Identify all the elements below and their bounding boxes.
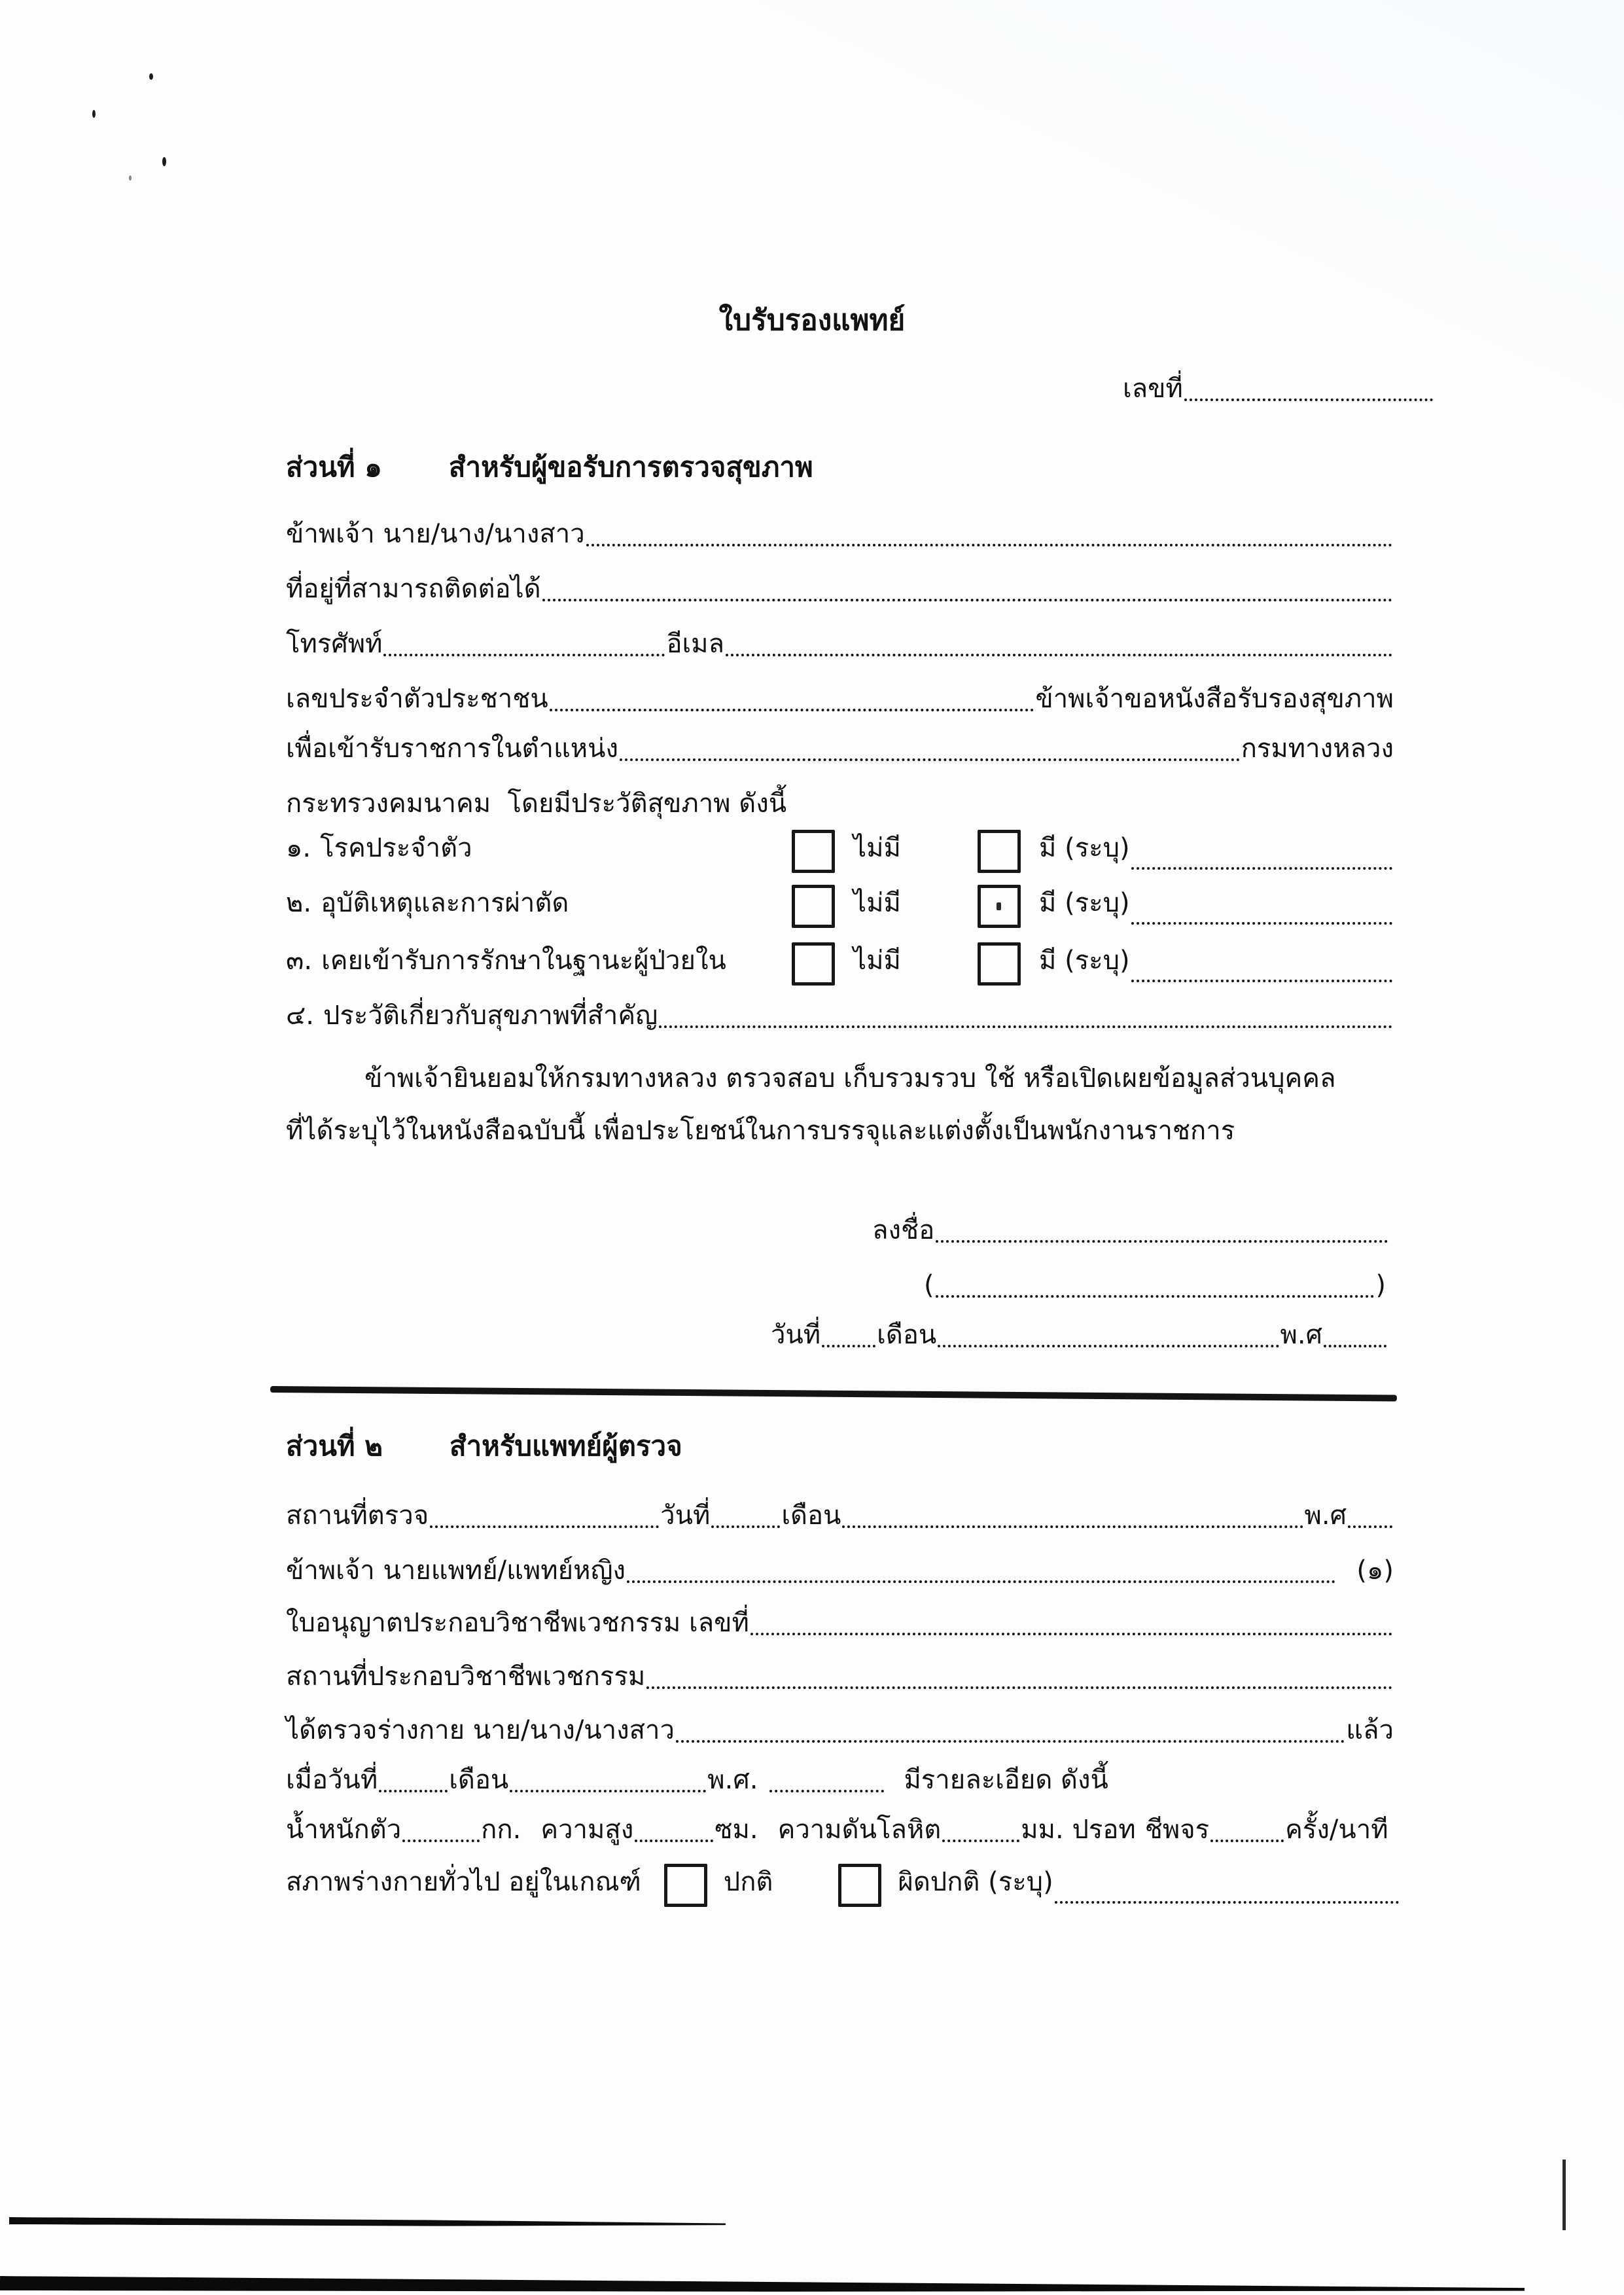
document-title: ใบรับรองแพทย์ — [718, 304, 906, 337]
address-label: ที่อยู่ที่สามารถติดต่อได้ — [286, 574, 541, 604]
pulse-label: ชีพจร — [1144, 1815, 1210, 1845]
item2-number: ๒. — [286, 888, 312, 918]
part1-date-row — [771, 1317, 1388, 1353]
exam-year-field-line[interactable] — [1348, 1525, 1392, 1528]
date-label: วันที่ — [771, 1320, 821, 1350]
exam-month-field-line[interactable] — [842, 1525, 1303, 1528]
practice-place-field-line[interactable] — [646, 1686, 1392, 1689]
license-row — [286, 1605, 1394, 1641]
scan-speck — [149, 73, 153, 80]
item1-none-label: ไม่มี — [853, 833, 901, 863]
history-item2-row — [286, 885, 1394, 931]
item2-have-label: มี (ระบุ) — [1039, 888, 1130, 918]
part2-heading-title: สำหรับแพทย์ผู้ตรวจ — [449, 1430, 682, 1462]
examined-person-row — [286, 1712, 1394, 1749]
pulse-field-line[interactable] — [1210, 1840, 1284, 1842]
name-row — [286, 516, 1394, 552]
practice-place-row — [286, 1658, 1394, 1695]
phone-field-line[interactable] — [383, 654, 665, 656]
height-unit: ซม. — [715, 1815, 758, 1845]
examined-label: ได้ตรวจร่างกาย นาย/นาง/นางสาว — [286, 1715, 675, 1745]
item4-label: ประวัติเกี่ยวกับสุขภาพที่สำคัญ — [323, 1001, 658, 1031]
height-label: ความสูง — [540, 1815, 634, 1845]
email-field-line[interactable] — [726, 654, 1392, 656]
exam-era-label: พ.ศ — [1304, 1501, 1347, 1531]
bp-label: ความดันโลหิต — [777, 1815, 942, 1845]
item2-none-checkbox[interactable] — [792, 885, 835, 928]
department-name: กรมทางหลวง — [1241, 734, 1394, 764]
practice-place-label: สถานที่ประกอบวิชาชีพเวชกรรม — [286, 1662, 646, 1692]
item4-field-line[interactable] — [659, 1025, 1392, 1028]
position-label: เพื่อเข้ารับราชการในตำแหน่ง — [286, 734, 619, 764]
item3-have-checkbox[interactable] — [978, 942, 1021, 986]
item3-number: ๓. — [286, 946, 313, 976]
exam-month-label: เดือน — [781, 1501, 841, 1531]
signature-name-row — [924, 1267, 1386, 1304]
address-row — [286, 571, 1394, 607]
scan-speck — [92, 110, 96, 118]
ondate-day-field-line[interactable] — [379, 1790, 448, 1792]
scan-artifact-line — [1562, 2160, 1566, 2230]
name-label: ข้าพเจ้า นาย/นาง/นางสาว — [286, 519, 585, 549]
history-item4-row — [286, 997, 1394, 1034]
exam-place-row — [286, 1497, 1394, 1534]
national-id-row — [286, 681, 1394, 717]
national-id-label: เลขประจำตัวประชาชน — [286, 684, 548, 714]
scan-speck — [162, 157, 166, 166]
item2-have-checkbox[interactable] — [978, 885, 1021, 928]
doctor-name-row — [286, 1552, 1394, 1589]
era-label: พ.ศ — [1280, 1320, 1322, 1350]
ministry-row — [286, 785, 1394, 822]
bp-unit: มม. ปรอท — [1021, 1815, 1136, 1845]
doctor-label: ข้าพเจ้า นายแพทย์/แพทย์หญิง — [286, 1556, 626, 1586]
consent-text-2: ที่ได้ระบุไว้ในหนังสือฉบับนี้ เพื่อประโยชน์ในการบรรจุและแต่งตั้งเป็นพนักงานราชการ — [286, 1116, 1235, 1146]
exam-place-label: สถานที่ตรวจ — [286, 1501, 429, 1531]
pulse-unit: ครั้ง/นาที — [1285, 1815, 1388, 1845]
examined-name-field-line[interactable] — [676, 1740, 1345, 1743]
signature-name-field-line[interactable] — [936, 1295, 1375, 1298]
request-statement: ข้าพเจ้าขอหนังสือรับรองสุขภาพ — [1035, 684, 1394, 714]
consent-line2 — [286, 1112, 1235, 1149]
examined-suffix: แล้ว — [1346, 1715, 1394, 1745]
weight-label: น้ำหนักตัว — [286, 1815, 402, 1845]
body-condition-row — [286, 1864, 1400, 1910]
body-condition-label: สภาพร่างกายทั่วไป อยู่ในเกณฑ์ — [286, 1867, 641, 1897]
exam-ondate-row — [286, 1762, 1108, 1798]
section-divider-line — [270, 1386, 1397, 1402]
license-field-line[interactable] — [750, 1633, 1392, 1635]
item1-have-label: มี (ระบุ) — [1039, 833, 1130, 863]
position-field-line[interactable] — [620, 758, 1240, 761]
address-field-line[interactable] — [542, 599, 1392, 601]
national-id-field-line[interactable] — [550, 709, 1034, 711]
year-field-line[interactable] — [1324, 1345, 1386, 1347]
history-item1-row — [286, 830, 1394, 876]
ondate-year-field-line[interactable] — [769, 1790, 884, 1792]
footnote-one-mark: (๑) — [1356, 1556, 1394, 1586]
certificate-number-row — [1123, 370, 1434, 407]
paren-open: ( — [924, 1270, 934, 1300]
part1-heading-number: ส่วนที่ ๑ — [286, 451, 382, 483]
weight-unit: กก. — [481, 1815, 521, 1845]
scan-artifact-line — [9, 2217, 726, 2228]
number-label: เลขที่ — [1123, 374, 1183, 404]
phone-label: โทรศัพท์ — [286, 629, 383, 659]
position-row — [286, 730, 1394, 767]
email-label: อีเมล — [666, 629, 725, 659]
signature-field-line[interactable] — [936, 1240, 1388, 1243]
day-field-line[interactable] — [822, 1345, 875, 1347]
exam-place-field-line[interactable] — [430, 1525, 659, 1528]
body-abnormal-checkbox[interactable] — [838, 1864, 881, 1907]
part2-heading — [286, 1428, 682, 1465]
body-normal-checkbox[interactable] — [664, 1864, 707, 1907]
history-item3-row — [286, 942, 1394, 988]
ondate-label: เมื่อวันที่ — [286, 1765, 378, 1795]
ondate-month-label: เดือน — [449, 1765, 509, 1795]
signature-label: ลงชื่อ — [872, 1215, 935, 1245]
item2-specify-field-line[interactable] — [1131, 922, 1392, 925]
exam-date-label: วันที่ — [660, 1501, 711, 1531]
vitals-row — [286, 1811, 1388, 1848]
scan-artifact-line — [0, 2276, 1525, 2295]
item3-label: เคยเข้ารับการรักษาในฐานะผู้ป่วยใน — [321, 946, 726, 976]
stray-mark — [997, 902, 1001, 910]
ministry-statement: กระทรวงคมนาคม โดยมีประวัติสุขภาพ ดังนี้ — [286, 789, 787, 819]
item1-specify-field-line[interactable] — [1131, 867, 1392, 870]
bp-field-line[interactable] — [942, 1840, 1019, 1842]
item3-specify-field-line[interactable] — [1131, 980, 1392, 982]
item3-none-label: ไม่มี — [853, 946, 901, 976]
item3-have-label: มี (ระบุ) — [1039, 946, 1130, 976]
item1-none-checkbox[interactable] — [792, 830, 835, 873]
part1-heading-title: สำหรับผู้ขอรับการตรวจสุขภาพ — [448, 451, 813, 483]
item1-label: โรคประจำตัว — [320, 833, 472, 863]
consent-line1 — [364, 1060, 1336, 1097]
height-field-line[interactable] — [635, 1840, 713, 1842]
paren-close: ) — [1375, 1270, 1386, 1300]
part2-heading-number: ส่วนที่ ๒ — [286, 1430, 383, 1462]
license-label: ใบอนุญาตประกอบวิชาชีพเวชกรรม เลขที่ — [286, 1608, 749, 1638]
phone-email-row — [286, 626, 1394, 662]
ondate-era-label: พ.ศ. — [707, 1765, 758, 1795]
item2-none-label: ไม่มี — [853, 888, 901, 918]
body-normal-label: ปกติ — [723, 1867, 773, 1897]
item2-label: อุบัติเหตุและการผ่าตัด — [321, 888, 569, 918]
body-abnormal-label: ผิดปกติ (ระบุ) — [898, 1867, 1053, 1897]
details-suffix: มีรายละเอียด ดังนี้ — [904, 1765, 1108, 1795]
body-abnormal-specify-field-line[interactable] — [1055, 1901, 1399, 1904]
scan-speck — [129, 175, 132, 181]
item1-have-checkbox[interactable] — [978, 830, 1021, 873]
item4-number: ๔. — [286, 1001, 314, 1031]
consent-text-1: ข้าพเจ้ายินยอมให้กรมทางหลวง ตรวจสอบ เก็บรวมรวบ ใช้ หรือเปิดเผยข้อมูลส่วนบุคคล — [364, 1063, 1336, 1094]
doctor-name-field-line[interactable] — [627, 1580, 1335, 1583]
month-label: เดือน — [877, 1320, 937, 1350]
weight-field-line[interactable] — [402, 1840, 480, 1842]
part1-heading — [286, 449, 813, 486]
item1-number: ๑. — [286, 833, 311, 863]
ondate-month-field-line[interactable] — [510, 1790, 706, 1792]
item3-none-checkbox[interactable] — [792, 942, 835, 986]
signature-row — [872, 1212, 1389, 1249]
name-field-line[interactable] — [586, 544, 1392, 546]
exam-day-field-line[interactable] — [711, 1525, 780, 1528]
number-field-line[interactable] — [1184, 399, 1433, 401]
month-field-line[interactable] — [938, 1345, 1279, 1347]
